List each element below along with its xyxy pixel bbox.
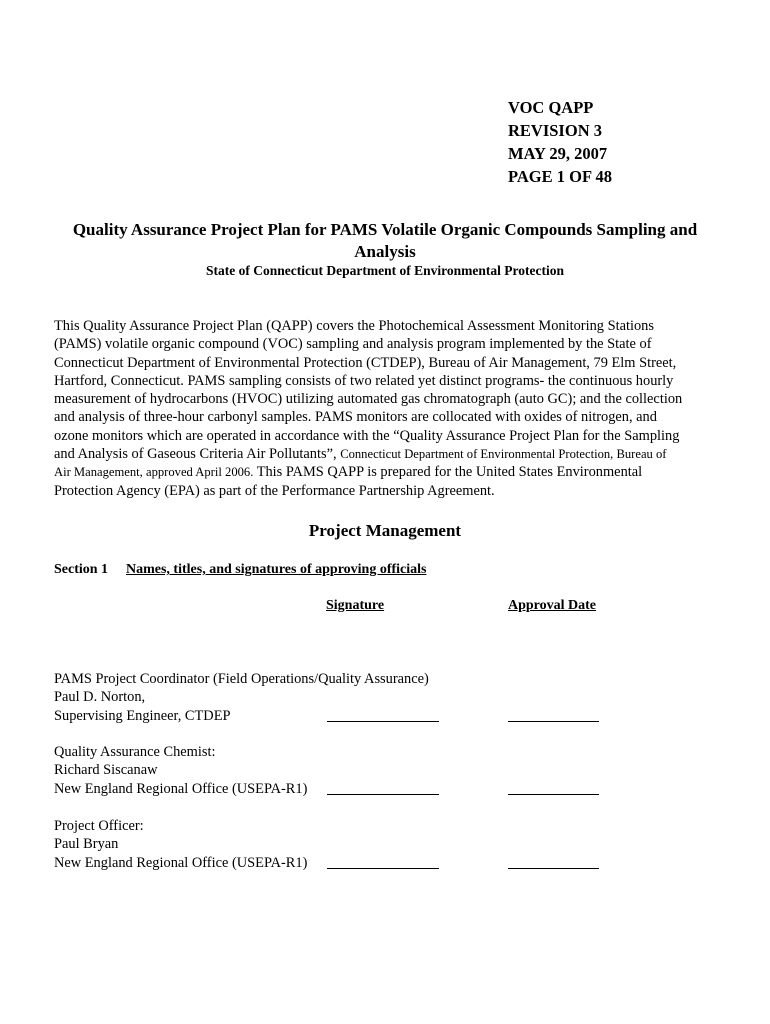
intro-line xyxy=(54,463,724,481)
document-title xyxy=(40,219,730,263)
signature-blank xyxy=(327,794,439,795)
signature-blank xyxy=(327,868,439,869)
document-subtitle: State of Connecticut Department of Environmental Protection xyxy=(206,263,564,278)
signature-blank xyxy=(327,721,439,722)
intro-line: and analysis of three-hour carbonyl samples. PAMS monitors are collocated with oxides of nitrogen, and xyxy=(54,409,657,426)
revision-date: MAY 29, 2007 xyxy=(508,144,608,163)
project-management-heading: Project Management xyxy=(308,521,462,540)
intro-citation: Air Management, approved April 2006. xyxy=(54,465,254,480)
section-1-heading xyxy=(54,561,427,579)
intro-line: ozone monitors which are operated in accordance with the “Quality Assurance Project Plan for the Sampling xyxy=(54,427,680,444)
official-role: Quality Assurance Chemist: xyxy=(54,744,216,760)
intro-paragraph xyxy=(54,317,724,500)
official-affiliation: Supervising Engineer, CTDEP xyxy=(54,707,231,724)
approval-date-blank xyxy=(508,868,599,869)
approval-date-blank xyxy=(508,794,599,795)
page-number: PAGE 1 OF 48 xyxy=(508,167,613,186)
intro-text: This PAMS QAPP is prepared for the United States Environmental xyxy=(253,464,643,481)
approving-official xyxy=(54,670,429,725)
intro-citation: Connecticut Department of Environmental Protection, Bureau of xyxy=(340,447,667,462)
revision-number: REVISION 3 xyxy=(508,121,602,140)
approving-official xyxy=(54,817,307,872)
official-role: PAMS Project Coordinator (Field Operations/Quality Assurance) xyxy=(54,671,429,687)
title-line-1: Quality Assurance Project Plan for PAMS Volatile Organic Compounds Sampling and xyxy=(72,220,698,239)
approval-date-blank xyxy=(508,721,599,722)
approving-official xyxy=(54,743,307,798)
official-affiliation: New England Regional Office (USEPA-R1) xyxy=(54,854,308,871)
signature-column-header: Signature xyxy=(326,598,385,613)
intro-line xyxy=(54,445,724,463)
official-name: Richard Siscanaw xyxy=(54,762,158,779)
intro-line: Protection Agency (EPA) as part of the Performance Partnership Agreement. xyxy=(54,482,495,499)
intro-line: (PAMS) volatile organic compound (VOC) sampling and analysis program implemented by the State of xyxy=(54,336,652,353)
intro-line: This Quality Assurance Project Plan (QAPP) covers the Photochemical Assessment Monitoring Stations xyxy=(54,318,654,334)
intro-line: Hartford, Connecticut. PAMS sampling consists of two related yet distinct programs- the continuous hourly xyxy=(54,372,674,389)
official-role: Project Officer: xyxy=(54,818,144,834)
official-name: Paul D. Norton, xyxy=(54,689,146,706)
official-name: Paul Bryan xyxy=(54,836,119,853)
approval-date-column-header: Approval Date xyxy=(508,598,597,613)
intro-line: Connecticut Department of Environmental Protection (CTDEP), Bureau of Air Management, 79 Elm Street, xyxy=(54,354,677,371)
official-affiliation: New England Regional Office (USEPA-R1) xyxy=(54,780,308,797)
document-header xyxy=(508,96,612,188)
intro-text: and Analysis of Gaseous Criteria Air Pollutants”, xyxy=(54,446,341,463)
section-number: Section 1 xyxy=(54,562,109,577)
intro-line: measurement of hydrocarbons (HVOC) utilizing automated gas chromatograph (auto GC); and the collection xyxy=(54,391,683,408)
document-id: VOC QAPP xyxy=(508,98,594,117)
title-line-2: Analysis xyxy=(354,242,416,261)
section-title: Names, titles, and signatures of approving officials xyxy=(126,562,427,577)
